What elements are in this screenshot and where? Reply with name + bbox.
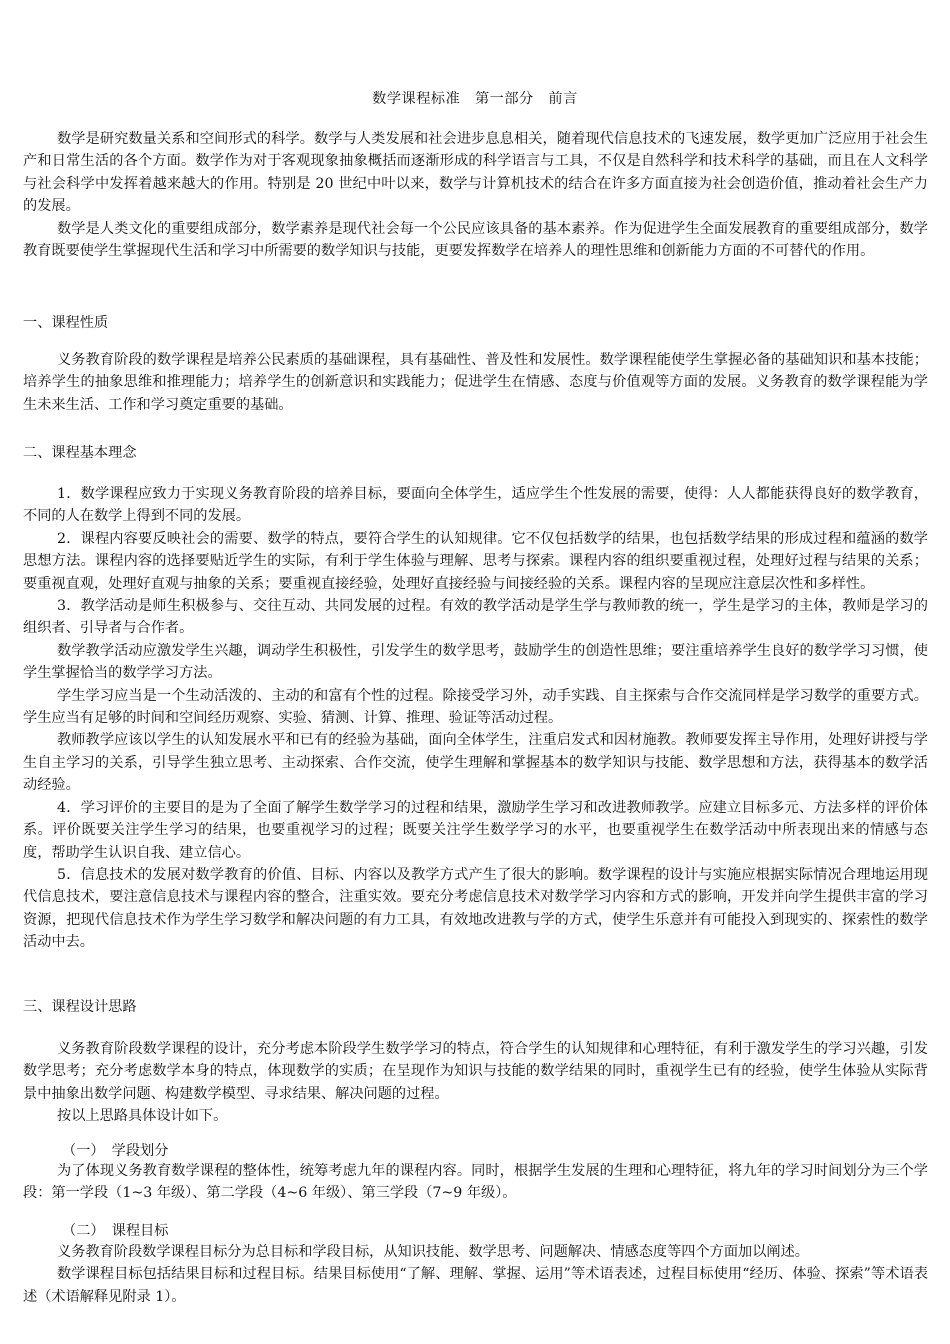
section1-paragraph-1: 义务教育阶段的数学课程是培养公民素质的基础课程，具有基础性、普及性和发展性。数学课程能使学生掌握必备的基础知识和基本技能；培养学生的抽象思维和推理能力；培养学生的创新意识和实践能力；促进学生在情感、态度与价值观等方面的发展。义务教育的数学课程能为学生未来生活、工作和学习奠定重要的基础。 — [23, 352, 928, 413]
section2-paragraph-7: 4．学习评价的主要目的是为了全面了解学生数学学习的过程和结果，激励学生学习和改进教师教学。应建立目标多元、方法多样的评价体系。评价既要关注学生学习的结果，也要重视学习的过程；既要关注学生数学学习的水平，也要重视学生在数学活动中所表现出来的情感与态度，帮助学生认识自我、建立信心。 — [23, 799, 928, 861]
section2-paragraph-3: 3．教学活动是师生积极参与、交往互动、共同发展的过程。有效的教学活动是学生学与教师教的统一，学生是学习的主体，教师是学习的组织者、引导者与合作者。 — [23, 598, 928, 637]
subsection2-body — [23, 1241, 928, 1308]
page-title: 数学课程标准 第一部分 前言 — [372, 91, 578, 107]
section3-heading: 三、课程设计思路 — [23, 999, 137, 1015]
section1-heading: 一、课程性质 — [23, 315, 109, 331]
subsection2-paragraph-1: 义务教育阶段数学课程目标分为总目标和学段目标，从知识技能、数学思考、问题解决、情感态度等四个方面加以阐述。 — [57, 1244, 809, 1260]
section3-paragraph-1: 义务教育阶段数学课程的设计，充分考虑本阶段学生数学学习的特点，符合学生的认知规律和心理特征，有利于激发学生的学习兴趣，引发数学思考；充分考虑数学本身的特点，体现数学的实质；在呈现作为知识与技能的数学结果的同时，重视学生已有的经验，使学生体验从实际背景中抽象出数学问题、构建数学模型、寻求结果、解决问题的过程。 — [23, 1041, 928, 1102]
section2-paragraph-2: 2．课程内容要反映社会的需要、数学的特点，要符合学生的认知规律。它不仅包括数学的结果，也包括数学结果的形成过程和蕴涵的数学思想方法。课程内容的选择要贴近学生的实际，有利于学生体验与理解、思考与探索。课程内容的组织要重视过程，处理好过程与结果的关系；要重视直观，处理好直观与抽象的关系；要重视直接经验，处理好直接经验与间接经验的关系。课程内容的呈现应注意层次性和多样性。 — [23, 530, 928, 592]
section2-paragraph-6: 教师教学应该以学生的认知发展水平和已有的经验为基础，面向全体学生，注重启发式和因材施教。教师要发挥主导作用，处理好讲授与学生自主学习的关系，引导学生独立思考、主动探索、合作交流，使学生理解和掌握基本的数学知识与技能、数学思想和方法，获得基本的数学活动经验。 — [23, 732, 928, 794]
section2-paragraph-8: 5．信息技术的发展对数学教育的价值、目标、内容以及教学方式产生了很大的影响。数学课程的设计与实施应根据实际情况合理地运用现代信息技术，要注意信息技术与课程内容的整合，注重实效。要充分考虑信息技术对数学学习内容和方式的影响，开发并向学生提供丰富的学习资源，把现代信息技术作为学生学习数学和解决问题的有力工具，有效地改进教与学的方式，使学生乐意并有可能投入到现实的、探索性的数学活动中去。 — [23, 866, 928, 951]
section3-body — [23, 1038, 928, 1128]
intro-section — [23, 128, 928, 262]
subsection1-paragraph: 为了体现义务教育数学课程的整体性，统筹考虑九年的课程内容。同时，根据学生发展的生理和心理特征，将九年的学习时间划分为三个学段：第一学段（1~3 年级）、第二学段（4~6 年级）、第三学段（7~9 年级）。 — [23, 1163, 928, 1202]
subsection2-heading: （二） 课程目标 — [62, 1223, 169, 1239]
section2-paragraph-5: 学生学习应当是一个生动活泼的、主动的和富有个性的过程。除接受学习外，动手实践、自主探索与合作交流同样是学习数学的重要方式。学生应当有足够的时间和空间经历观察、实验、猜测、计算、推理、验证等活动过程。 — [23, 687, 928, 727]
section3-paragraph-2: 按以上思路具体设计如下。 — [57, 1108, 228, 1125]
subsection1-body — [23, 1160, 928, 1205]
intro-paragraph-2: 数学是人类文化的重要组成部分，数学素养是现代社会每一个公民应该具备的基本素养。作为促进学生全面发展教育的重要组成部分，数学教育既要使学生掌握现代生活和学习中所需要的数学知识与技能，更要发挥数学在培养人的理性思维和创新能力方面的不可替代的作用。 — [23, 220, 928, 260]
subsection1-heading: （一） 学段划分 — [62, 1143, 169, 1159]
intro-paragraph-1: 数学是研究数量关系和空间形式的科学。数学与人类发展和社会进步息息相关，随着现代信息技术的飞速发展，数学更加广泛应用于社会生产和日常生活的各个方面。数学作为对于客观现象抽象概括而逐渐形成的科学语言与工具，不仅是自然科学和技术科学的基础，而且在人文科学与社会科学中发挥着越来越大的作用。特别是 20 世纪中叶以来，数学与计算机技术的结合在许多方面直接为社会创造价值，推动着社会生产力的发展。 — [23, 131, 928, 215]
section2-paragraph-4: 数学教学活动应激发学生兴趣，调动学生积极性，引发学生的数学思考，鼓励学生的创造性思维；要注重培养学生良好的数学学习习惯，使学生掌握恰当的数学学习方法。 — [23, 642, 928, 682]
section2-paragraph-1: 1．数学课程应致力于实现义务教育阶段的培养目标，要面向全体学生，适应学生个性发展的需要，使得：人人都能获得良好的数学教育，不同的人在数学上得到不同的发展。 — [23, 486, 928, 525]
section2-body — [23, 483, 928, 954]
section2-heading: 二、课程基本理念 — [23, 445, 137, 461]
section1-body — [23, 349, 928, 416]
subsection2-paragraph-2: 数学课程目标包括结果目标和过程目标。结果目标使用“了解、理解、掌握、运用”等术语表述，过程目标使用“经历、体验、探索”等术语表述（术语解释见附录 1）。 — [23, 1266, 928, 1305]
